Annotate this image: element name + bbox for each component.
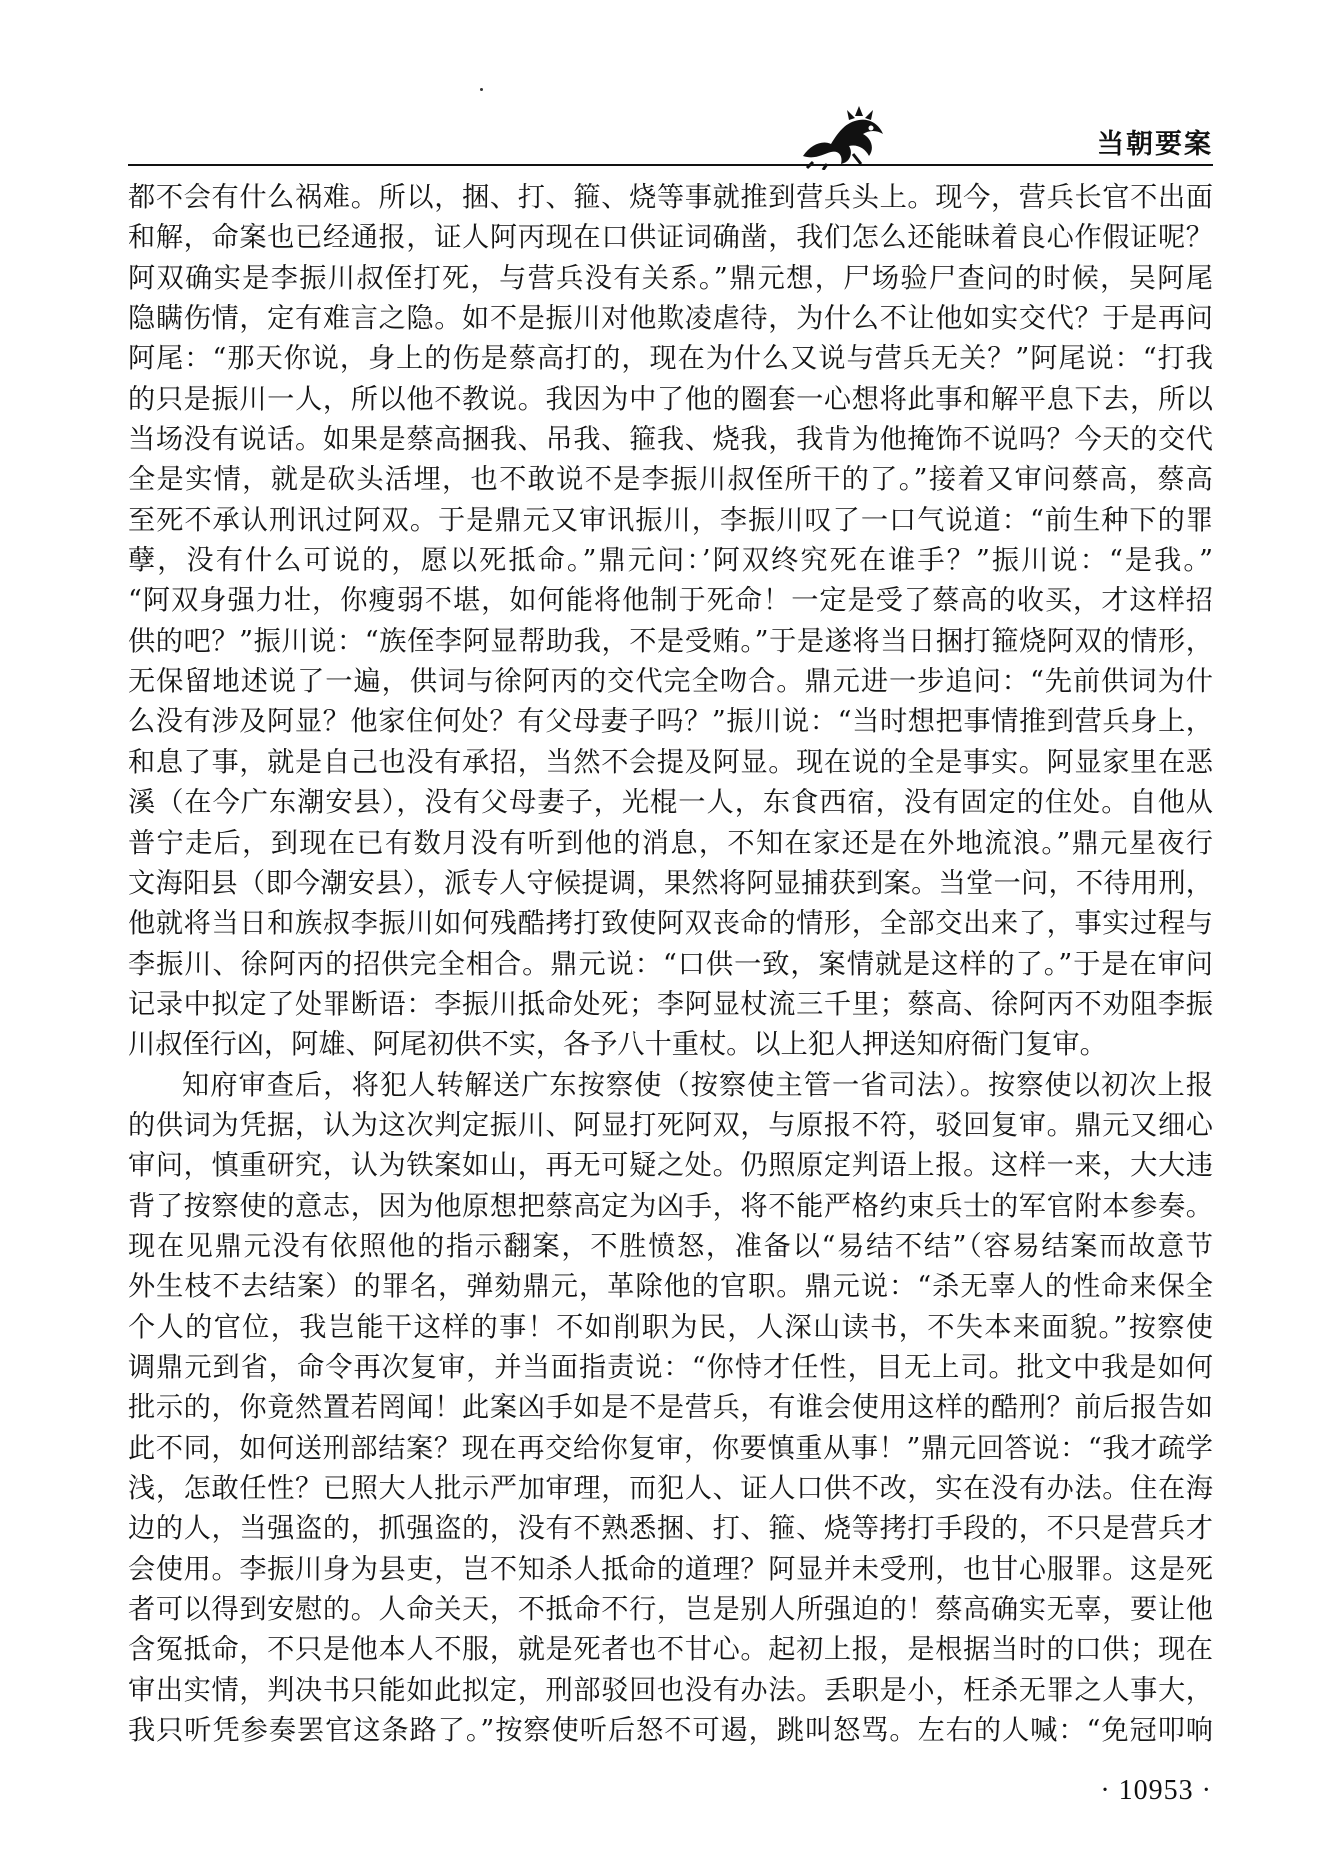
text-line: 和解，命案也已经通报，证人阿丙现在口供证词确凿，我们怎么还能昧着良心作假证呢？ (128, 222, 1213, 254)
text-line: 文海阳县（即今潮安县），派专人守候提调，果然将阿显捕获到案。当堂一问，不待用刑， (128, 867, 1213, 899)
text-line: 含冤抵命，不只是他本人不服，就是死者也不甘心。起初上报，是根据当时的口供；现在 (128, 1634, 1213, 1666)
page-number: · 10953 · (1100, 1775, 1212, 1806)
text-line: 隐瞒伤情，定有难言之隐。如不是振川对他欺凌虐待，为什么不让他如实交代？于是再问 (128, 303, 1213, 335)
paragraph-first-line: 知府审查后，将犯人转解送广东按察使（按察使主管一省司法）。按察使以初次上报 (182, 1069, 1213, 1101)
text-line: 供的吧？”振川说：“族侄李阿显帮助我，不是受贿。”于是遂将当日捆打箍烧阿双的情形， (128, 625, 1213, 657)
running-header (128, 100, 1213, 172)
text-line: 现在见鼎元没有依照他的指示翻案，不胜愤怒，准备以“易结不结”（容易结案而故意节 (128, 1230, 1213, 1262)
text-line: 批示的，你竟然置若罔闻！此案凶手如是不是营兵，有谁会使用这样的酷刑？前后报告如 (128, 1392, 1213, 1424)
text-line: 记录中拟定了处罪断语：李振川抵命处死；李阿显杖流三千里；蔡高、徐阿丙不劝阻李振 (128, 988, 1213, 1020)
text-line: 川叔侄行凶，阿雄、阿尾初供不实，各予八十重杖。以上犯人押送知府衙门复审。 (128, 1029, 1107, 1061)
text-line: 李振川、徐阿丙的招供完全相合。鼎元说：“口供一致，案情就是这样的了。”于是在审问 (128, 948, 1213, 980)
print-speck (480, 88, 483, 91)
text-line: 无保留地述说了一遍，供词与徐阿丙的交代完全吻合。鼎元进一步追问：“先前供词为什 (128, 666, 1213, 698)
header-rule (128, 164, 1213, 166)
section-title: 当朝要案 (1097, 129, 1213, 160)
text-line: 孽，没有什么可说的，愿以死抵命。”鼎元问：’阿双终究死在谁手？”振川说：“是我。” (128, 545, 1213, 577)
dragon-emblem-icon (793, 104, 893, 170)
text-line: 他就将当日和族叔李振川如何残酷拷打致使阿双丧命的情形，全部交出来了，事实过程与 (128, 908, 1213, 940)
text-line: 个人的官位，我岂能干这样的事！不如削职为民，人深山读书，不失本来面貌。”按察使 (128, 1311, 1213, 1343)
text-line: 普宁走后，到现在已有数月没有听到他的消息，不知在家还是在外地流浪。”鼎元星夜行 (128, 827, 1213, 859)
text-line: 溪（在今广东潮安县），没有父母妻子，光棍一人，东食西宿，没有固定的住处。自他从 (128, 787, 1213, 819)
text-line: 和息了事，就是自己也没有承招，当然不会提及阿显。现在说的全是事实。阿显家里在恶 (128, 746, 1213, 778)
text-line: 背了按察使的意志，因为他原想把蔡高定为凶手，将不能严格约束兵士的军官附本参奏。 (128, 1190, 1213, 1222)
text-line: 至死不承认刑讯过阿双。于是鼎元又审讯振川，李振川叹了一口气说道：“前生种下的罪 (128, 504, 1213, 536)
text-line: 审出实情，判决书只能如此拟定，刑部驳回也没有办法。丢职是小，枉杀无罪之人事大， (128, 1674, 1213, 1706)
text-line: 审问，慎重研究，认为铁案如山，再无可疑之处。仍照原定判语上报。这样一来，大大违 (128, 1150, 1213, 1182)
text-line: 都不会有什么祸难。所以，捆、打、箍、烧等事就推到营兵头上。现今，营兵长官不出面 (128, 182, 1213, 213)
text-line: 外生枝不去结案）的罪名，弹劾鼎元，革除他的官职。鼎元说：“杀无辜人的性命来保全 (128, 1271, 1213, 1303)
body-text (128, 178, 1213, 1751)
text-line: 阿双确实是李振川叔侄打死，与营兵没有关系。”鼎元想，尸场验尸查问的时候，吴阿尾 (128, 262, 1213, 294)
text-line: 全是实情，就是砍头活埋，也不敢说不是李振川叔侄所干的了。”接着又审问蔡高，蔡高 (128, 464, 1213, 496)
text-line: 边的人，当强盗的，抓强盗的，没有不熟悉捆、打、箍、烧等拷打手段的，不只是营兵才 (128, 1513, 1213, 1545)
text-line: “阿双身强力壮，你瘦弱不堪，如何能将他制于死命！一定是受了蔡高的收买，才这样招 (128, 585, 1213, 617)
text-line: 浅，怎敢任性？已照大人批示严加审理，而犯人、证人口供不改，实在没有办法。住在海 (128, 1473, 1213, 1504)
text-line: 阿尾：“那天你说，身上的伤是蔡高打的，现在为什么又说与营兵无关？”阿尾说：“打我 (128, 343, 1213, 375)
text-line: 的只是振川一人，所以他不教说。我因为中了他的圈套一心想将此事和解平息下去，所以 (128, 383, 1213, 415)
text-line: 此不同，如何送刑部结案？现在再交给你复审，你要慎重从事！”鼎元回答说：“我才疏学 (128, 1432, 1213, 1464)
text-line: 的供词为凭据，认为这次判定振川、阿显打死阿双，与原报不符，驳回复审。鼎元又细心 (128, 1109, 1213, 1141)
text-line: 么没有涉及阿显？他家住何处？有父母妻子吗？”振川说：“当时想把事情推到营兵身上， (128, 706, 1213, 738)
text-line: 调鼎元到省，命令再次复审，并当面指责说：“你恃才任性，目无上司。批文中我是如何 (128, 1351, 1213, 1383)
text-line: 会使用。李振川身为县吏，岂不知杀人抵命的道理？阿显并未受刑，也甘心服罪。这是死 (128, 1553, 1213, 1585)
text-line: 我只听凭参奏罢官这条路了。”按察使听后怒不可遏，跳叫怒骂。左右的人喊：“免冠叩响 (128, 1715, 1213, 1747)
text-line: 者可以得到安慰的。人命关天，不抵命不行，岂是别人所强迫的！蔡高确实无辜，要让他 (128, 1594, 1213, 1626)
text-line: 当场没有说话。如果是蔡高捆我、吊我、箍我、烧我，我肯为他掩饰不说吗？今天的交代 (128, 424, 1213, 456)
